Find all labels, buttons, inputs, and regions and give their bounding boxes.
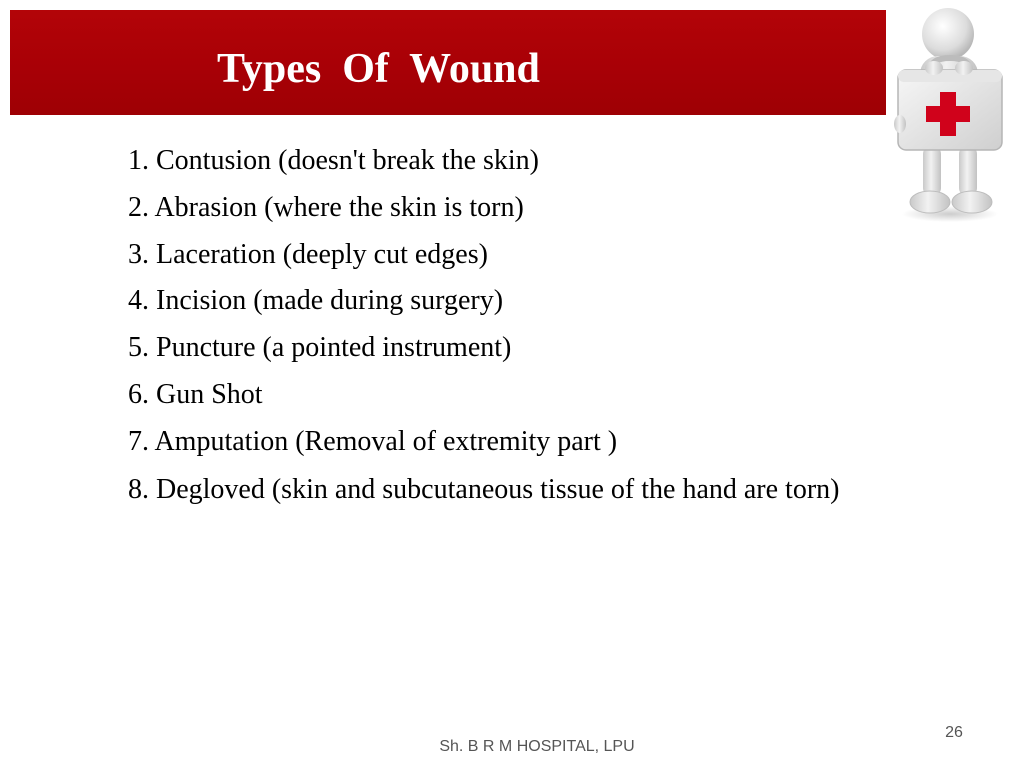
list-item: 1. Contusion (doesn't break the skin) (128, 145, 539, 176)
list-item: 8. Degloved (skin and subcutaneous tissue of the hand are torn) (128, 473, 840, 505)
list-item: 4. Incision (made during surgery) (128, 285, 504, 317)
list-item: 7. Amputation (Removal of extremity part ) (128, 425, 618, 457)
page-number: 26 (945, 724, 963, 741)
first-aid-kit-figure-icon (890, 6, 1010, 224)
wound-types-list (128, 138, 847, 510)
list-item: 6. Gun Shot (128, 378, 263, 410)
slide-title: Types Of Wound (217, 46, 540, 92)
list-item: 5. Puncture (a pointed instrument) (128, 332, 512, 364)
list-item: 2. Abrasion (where the skin is torn) (128, 191, 524, 223)
list-item: 3. Laceration (deeply cut edges) (128, 238, 488, 270)
footer-text: Sh. B R M HOSPITAL, LPU (439, 738, 635, 755)
